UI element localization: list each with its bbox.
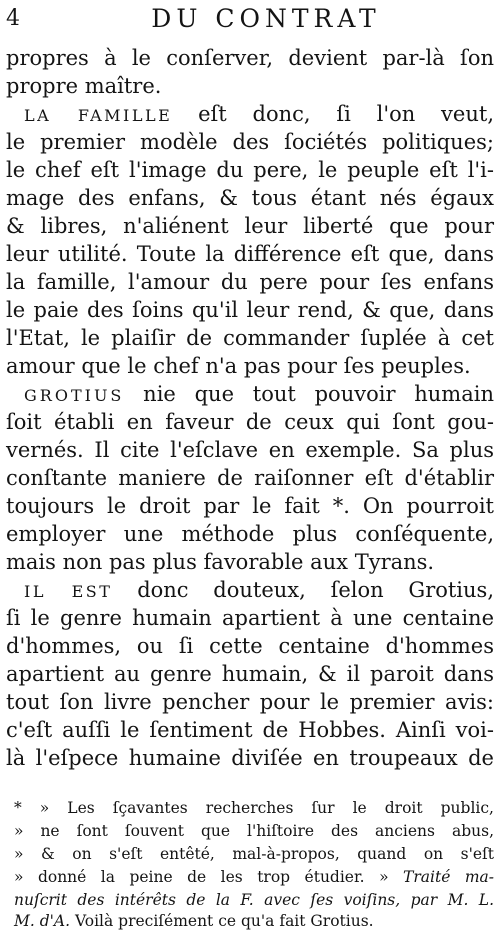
- footnote-line: [14, 889, 494, 912]
- text-line: là l'eſpece humaine diviſée en troupeaux de: [6, 746, 494, 770]
- smallcaps-lead: IL EST: [24, 582, 113, 601]
- text-line: amour que le chef n'a pas pour ſes peuples.: [6, 354, 471, 378]
- text-line: propres à le conſerver, devient par-là ſon: [6, 46, 494, 70]
- footnote-line: » & on s'eſt entêté, mal-à-propos, quand on s'eſt: [14, 845, 494, 863]
- text-run: nie que tout pouvoir humain: [143, 382, 494, 406]
- text-line: propre maître.: [6, 74, 162, 98]
- footnote-run: » donné la peine de les trop étudier. »: [14, 868, 389, 886]
- text-line: apartient au genre humain, & il paroit dans: [6, 662, 494, 686]
- footnote-italic-run: par M. L.: [410, 891, 494, 909]
- text-line: le chef eſt l'image du pere, le peuple eſt l'i-: [6, 158, 494, 182]
- footnote-line: » ne ſont ſouvent que l'hiſtoire des anciens abus,: [14, 822, 494, 840]
- text-line: c'eſt auſſi le ſentiment de Hobbes. Ainſi voi-: [6, 718, 494, 742]
- text-line: toujours le droit par le fait *. On pourroit: [6, 494, 494, 518]
- text-line: employer une méthode plus conſéquente,: [6, 522, 494, 546]
- text-line: le paie des ſoins qu'il leur rend, & que, dans: [6, 298, 494, 322]
- text-line: l'Etat, le plaiſir de commander ſuplée à cet: [6, 326, 494, 350]
- running-head: [6, 4, 498, 34]
- footnote-italic-run: M. d'A.: [14, 912, 71, 930]
- text-line: vernés. Il cite l'eſclave en exemple. Sa plus: [6, 438, 494, 462]
- page-number: 4: [6, 6, 20, 31]
- text-line: & libres, n'aliénent leur liberté que pour: [6, 214, 494, 238]
- paragraph-start-line: [6, 100, 494, 130]
- paragraph-start-line: [6, 576, 494, 606]
- footnote-line: [14, 866, 494, 889]
- paragraph-start-line: [6, 380, 494, 410]
- text-line: tout ſon livre pencher pour le premier avis:: [6, 690, 494, 714]
- footnote-run: Voilà preciſément ce qu'a fait Grotius.: [74, 912, 374, 930]
- footnote-italic-run: nuſcrit des intérêts de la F. avec ſes voiſins,: [14, 891, 401, 909]
- text-line: conſtante maniere de raiſonner eſt d'établir: [6, 466, 494, 490]
- footnote-line: [14, 910, 494, 933]
- text-line: ſoit établi en faveur de ceux qui ſont gou-: [6, 410, 494, 434]
- footnote-line: * » Les ſçavantes recherches ſur le droit public,: [14, 799, 494, 817]
- smallcaps-lead: LA FAMILLE: [24, 106, 173, 125]
- text-line: ſi le genre humain apartient à une centaine: [6, 606, 494, 630]
- smallcaps-lead: GROTIUS: [24, 386, 125, 405]
- text-run: eſt donc, ſi l'on veut,: [198, 102, 494, 126]
- text-line: mage des enfans, & tous étant nés égaux: [6, 186, 494, 210]
- text-line: d'hommes, ou ſi cette centaine d'hommes: [6, 634, 494, 658]
- text-line: leur utilité. Toute la différence eſt que, dans: [6, 242, 494, 266]
- footnote-italic-run: Traité ma-: [403, 868, 495, 886]
- text-run: donc douteux, ſelon Grotius,: [137, 578, 495, 602]
- running-title: DU CONTRAT: [151, 4, 381, 33]
- text-line: mais non pas plus favorable aux Tyrans.: [6, 550, 435, 574]
- text-line: la famille, l'amour du pere pour ſes enfans: [6, 270, 494, 294]
- text-line: le premier modèle des ſociétés politiques;: [6, 130, 494, 154]
